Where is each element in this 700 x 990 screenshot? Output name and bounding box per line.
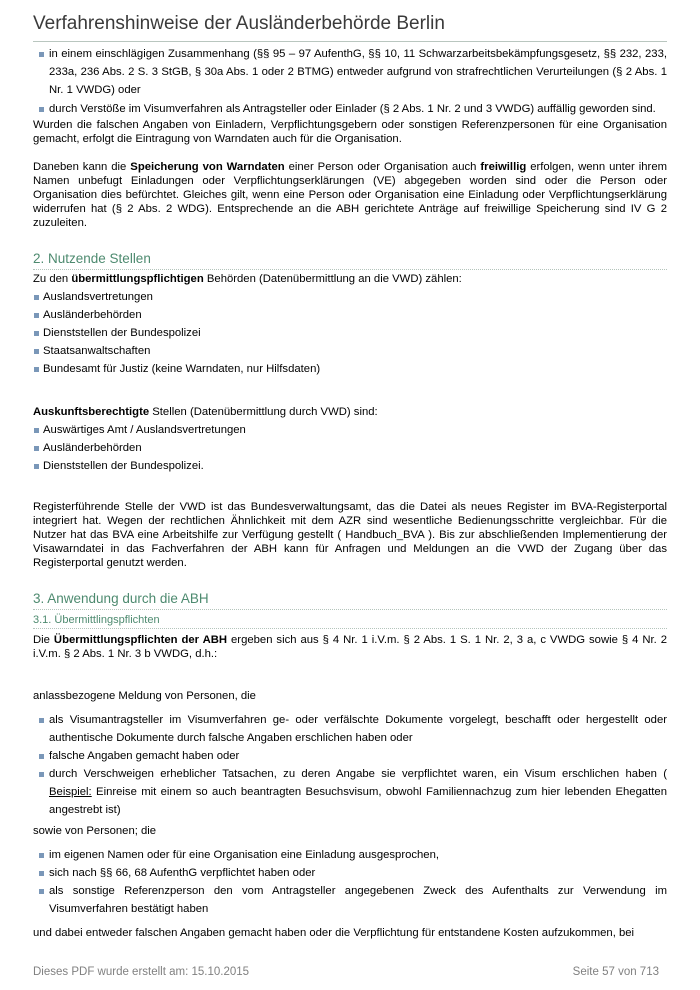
list-item: Dienststellen der Bundespolizei [33, 324, 667, 342]
subsection-heading-uebermittlungspflichten: 3.1. Übermittlingspflichten [33, 613, 667, 629]
list-uebermittlungspflichtige-behoerden [33, 288, 667, 378]
footer-page-number: Seite 57 von 713 [572, 966, 659, 978]
intro-bullet-list [33, 45, 667, 118]
bullet-icon [34, 446, 39, 451]
bullet-icon [34, 349, 39, 354]
list-auskunftsberechtigte-stellen [33, 421, 667, 475]
list-item: Staatsanwaltschaften [33, 342, 667, 360]
list-item: als Visumantragsteller im Visumverfahren ge- oder verfälschte Dokumente vorgelegt, beschafft oder hergestellt oder authentische Dokumente durch falsche Angaben erschlichen haben oder [33, 711, 667, 747]
bullet-icon [34, 367, 39, 372]
list-item: durch Verschweigen erheblicher Tatsachen, zu deren Angabe sie verpflichtet waren, ein Visum erschlichen haben ( Beispiel: Einreise mit einem so auch beantragten Besuchsvisum, obwohl Familiennachzug zum hier lebenden Ehegatten angestrebt ist) [33, 765, 667, 819]
paragraph-uebermittlungspflichtige: Zu den übermittlungspflichtigen Behörden (Datenübermittlung an die VWD) zählen: [33, 273, 462, 285]
bullet-icon [39, 52, 44, 57]
page-title: Verfahrenshinweise der Ausländerbehörde Berlin [33, 12, 667, 42]
list-item: falsche Angaben gemacht haben oder [33, 747, 667, 765]
bullet-icon [34, 295, 39, 300]
paragraph-closing: und dabei entweder falschen Angaben gemacht haben oder die Verpflichtung für entstandene Kosten aufzukommen, bei [33, 927, 635, 939]
bullet-icon [34, 428, 39, 433]
bullet-icon [34, 331, 39, 336]
list-item: im eigenen Namen oder für eine Organisation eine Einladung ausgesprochen, [33, 846, 667, 864]
list-item: Bundesamt für Justiz (keine Warndaten, nur Hilfsdaten) [33, 360, 667, 378]
section-heading-anwendung-abh: 3. Anwendung durch die ABH [33, 590, 667, 610]
paragraph-anlassbezogene-meldung: anlassbezogene Meldung von Personen, die [33, 690, 256, 702]
list-item: Ausländerbehörden [33, 439, 667, 457]
list-item: Auswärtiges Amt / Auslandsvertretungen [33, 421, 667, 439]
paragraph-voluntary-storage: Daneben kann die Speicherung von Warndaten einer Person oder Organisation auch freiwillig erfolgen, wenn unter ihrem Namen unbefugt Einladungen oder Verpflichtungserklärungen (VE) abgegeben worden sind oder die Person oder Organisation dies befürchtet. Gleiches gilt, wenn eine Person oder Organisation eine Einladung oder Verpflichtungserklärung widerrufen hat (§ 2 Abs. 2 WDG). Entsprechende an die ABH gerichtete Anträge auf freiwillige Speicherung sind IV G 2 zuzuleiten. [33, 161, 668, 229]
document-page [33, 0, 667, 942]
list-item: in einem einschlägigen Zusammenhang (§§ 95 – 97 AufenthG, §§ 10, 11 Schwarzarbeitsbekämpfungsgesetz, §§ 232, 233, 233a, 236 Abs. 2 S. 3 StGB, § 30a Abs. 1 oder 2 BTMG) entweder aufgrund von strafrechtlichen Verurteilungen (§ 2 Abs. 1 Nr. 1 VWDG) oder [33, 45, 667, 99]
list-meldung-personen [33, 711, 667, 819]
list-item: Dienststellen der Bundespolizei. [33, 457, 667, 475]
bullet-icon [39, 718, 44, 723]
paragraph-sowie-von-personen: sowie von Personen; die [33, 825, 157, 837]
list-item: als sonstige Referenzperson den vom Antragsteller angegebenen Zweck des Aufenthalts zur Verwendung im Visumverfahren bestätigt haben [33, 882, 667, 918]
bullet-icon [39, 107, 44, 112]
bullet-icon [34, 313, 39, 318]
list-item: sich nach §§ 66, 68 AufenthG verpflichtet haben oder [33, 864, 667, 882]
bullet-icon [39, 772, 44, 777]
bullet-icon [39, 853, 44, 858]
paragraph-auskunftsberechtigte: Auskunftsberechtigte Stellen (Datenübermittlung durch VWD) sind: [33, 406, 378, 418]
paragraph-registerfuehrende-stelle: Registerführende Stelle der VWD ist das Bundesverwaltungsamt, das die Datei als neues Register im BVA-Registerportal integriert hat. Wegen der rechtlichen Ähnlichkeit mit dem AZR sind wesentliche Bedienungsschritte vergleichbar. Für die Nutzer hat das BVA eine Arbeitshilfe zur Verfügung gestellt ( Handbuch_BVA ). Bis zur abschließenden Implementierung der Visawarndatei in das Fachverfahren der ABH kann für Anfragen und Meldungen an die VWD der Zugang über das Registerportal genutzt werden. [33, 501, 667, 569]
bullet-icon [39, 871, 44, 876]
footer-created-date: Dieses PDF wurde erstellt am: 15.10.2015 [33, 966, 250, 978]
bullet-icon [39, 889, 44, 894]
bullet-icon [39, 754, 44, 759]
list-item: durch Verstöße im Visumverfahren als Antragsteller oder Einlader (§ 2 Abs. 1 Nr. 2 und 3 VWDG) auffällig geworden sind. [33, 100, 667, 118]
section-heading-nutzende-stellen: 2. Nutzende Stellen [33, 250, 667, 270]
paragraph-organisation: Wurden die falschen Angaben von Einladern, Verpflichtungsgebern oder sonstigen Referenzpersonen für eine Organisation gemacht, erfolgt die Eintragung von Warndaten auch für die Organisation. [33, 119, 667, 145]
bullet-icon [34, 464, 39, 469]
list-item: Ausländerbehörden [33, 306, 667, 324]
list-item: Auslandsvertretungen [33, 288, 667, 306]
paragraph-uebermittlungspflichten-abh: Die Übermittlungspflichten der ABH ergeben sich aus § 4 Nr. 1 i.V.m. § 2 Abs. 1 S. 1 Nr. 2, 3 a, c VWDG sowie § 4 Nr. 2 i.V.m. § 2 Abs. 1 Nr. 3 b VWDG, d.h.: [33, 634, 667, 660]
list-einlader-verpflichtete [33, 846, 667, 918]
